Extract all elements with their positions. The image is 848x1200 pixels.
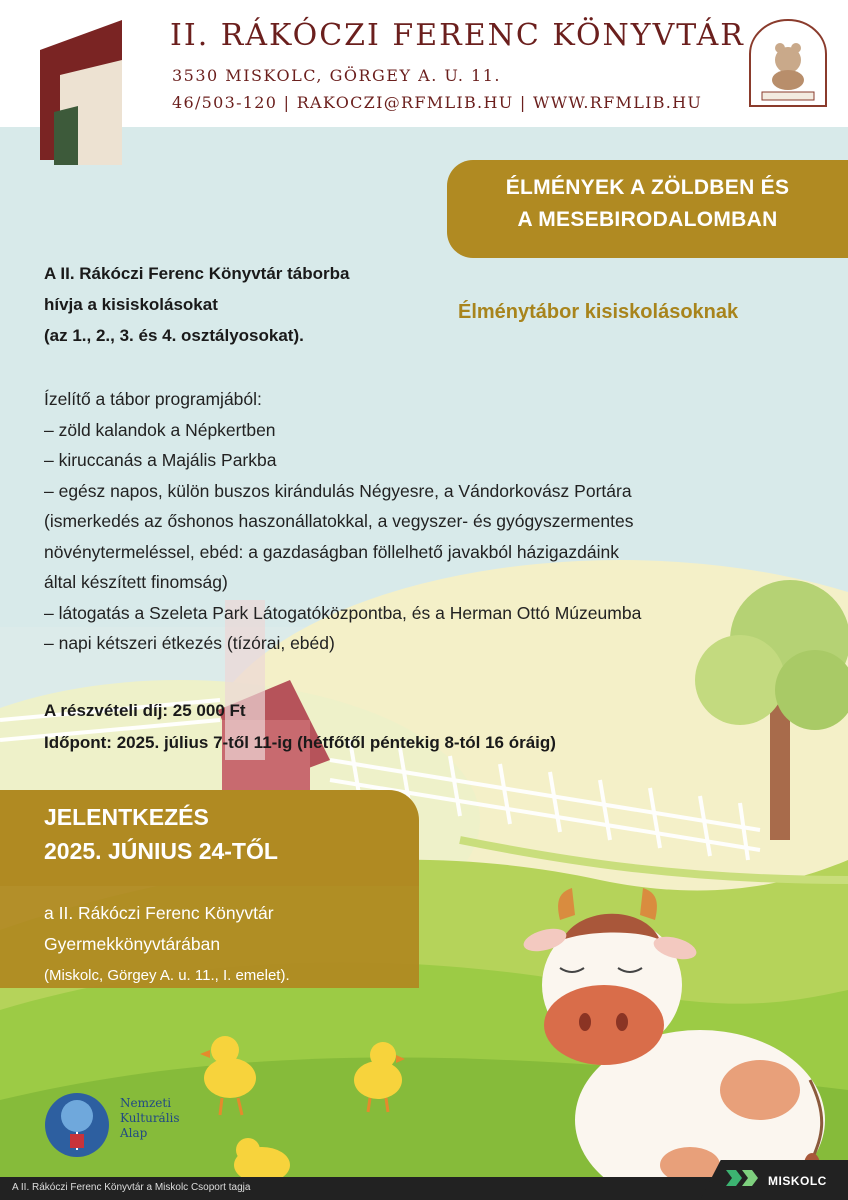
- program-item: növénytermeléssel, ebéd: a gazdaságban föllelhető javakból házigazdáink: [44, 541, 619, 562]
- sponsor-line: Kulturális: [120, 1111, 180, 1125]
- library-name: II. RÁKÓCZI FERENC KÖNYVTÁR: [170, 18, 745, 53]
- intro-line: (az 1., 2., 3. és 4. osztályosokat).: [44, 326, 304, 345]
- sponsor-name: [120, 1096, 180, 1141]
- title-line-2: A MESEBIRODALOMBAN: [517, 208, 778, 231]
- program-item: – zöld kalandok a Népkertben: [44, 419, 276, 440]
- registration-address: (Miskolc, Görgey A. u. 11., I. emelet).: [44, 967, 290, 984]
- intro-text: [44, 258, 349, 351]
- registration-title: [44, 800, 278, 868]
- sponsor-line: Alap: [120, 1126, 148, 1140]
- library-contact: 46/503-120 | RAKOCZI@RFMLIB.HU | WWW.RFMLIB.HU: [172, 93, 703, 112]
- footer-text: A II. Rákóczi Ferenc Könyvtár a Miskolc Csoport tagja: [12, 1182, 251, 1193]
- intro-line: A II. Rákóczi Ferenc Könyvtár táborba: [44, 264, 350, 283]
- program-list: [44, 384, 641, 659]
- sponsor-line: Nemzeti: [120, 1096, 172, 1110]
- date-text: Időpont: 2025. július 7-től 11-ig (hétfőtől péntekig 8-tól 16 óráig): [44, 733, 556, 752]
- miskolc-logo-icon: [724, 1166, 760, 1190]
- registration-place-line: Gyermekkönyvtárában: [44, 934, 221, 954]
- price-text: A részvételi díj: 25 000 Ft: [44, 701, 246, 720]
- registration-title-line: 2025. JÚNIUS 24-TŐL: [44, 838, 278, 864]
- nka-logo-icon: [44, 1090, 110, 1160]
- title-line-1: ÉLMÉNYEK A ZÖLDBEN ÉS: [505, 176, 790, 199]
- program-item: által készített finomság): [44, 572, 228, 592]
- library-address: 3530 MISKOLC, GÖRGEY A. U. 11.: [172, 66, 501, 85]
- camp-subtitle: Élménytábor kisiskolásoknak: [458, 301, 739, 323]
- library-logo-icon: [40, 20, 130, 170]
- program-item: – napi kétszeri étkezés (tízórai, ebéd): [44, 633, 335, 653]
- registration-details: [44, 898, 290, 991]
- program-item: – látogatás a Szeleta Park Látogatóközpontba, és a Herman Ottó Múzeumba: [44, 602, 642, 623]
- program-item: – egész napos, külön buszos kirándulás Négyesre, a Vándorkovász Portára: [44, 480, 632, 501]
- title-banner-text: [447, 172, 848, 236]
- miskolc-logo-text: MISKOLC: [768, 1174, 827, 1188]
- program-item: – kiruccanás a Majális Parkba: [44, 450, 277, 470]
- registration-title-line: JELENTKEZÉS: [44, 804, 209, 830]
- registration-place-line: a II. Rákóczi Ferenc Könyvtár: [44, 903, 274, 923]
- intro-line: hívja a kisiskolásokat: [44, 295, 218, 314]
- program-heading: Ízelítő a tábor programjából:: [44, 389, 262, 409]
- fees-info: [44, 695, 556, 759]
- program-item: (ismerkedés az őshonos haszonállatokkal, a vegyszer- és gyógyszermentes: [44, 511, 634, 531]
- childrens-library-seal-icon: [746, 18, 830, 108]
